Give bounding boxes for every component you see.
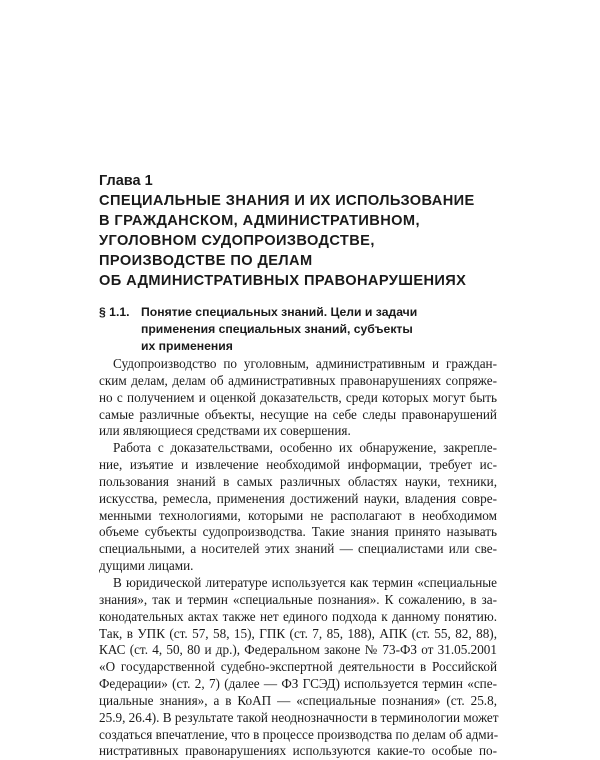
text-line: но с получением и оценкой доказательств, среди которых могут быть [99,389,497,405]
text-line: объеме субъекты судопроизводства. Такие знания принято называть [99,524,497,540]
text-line: искусства, ремесла, применения достижений науки, владения совре- [99,490,497,506]
text-line: 25.9, 26.4). В результате такой неоднозначности в терминологии может [99,709,499,725]
text-line: КАС (ст. 4, 50, 80 и др.), Федеральном законе № 73-ФЗ от 31.05.2001 [99,642,497,658]
text-line: Так, в УПК (ст. 57, 58, 15), ГПК (ст. 7, 85, 188), АПК (ст. 55, 82, 88), [99,625,497,641]
text-line: самые различные объекты, несущие на себе следы правонарушений [99,406,497,422]
text-line: нистративных правонарушениях используются какие-то особые по- [99,743,497,759]
chapter-title-line: ПРОИЗВОДСТВЕ ПО ДЕЛАМ [99,253,313,269]
text-line: или являющиеся средствами их совершения. [99,423,351,439]
chapter-title-line: СПЕЦИАЛЬНЫЕ ЗНАНИЯ И ИХ ИСПОЛЬЗОВАНИЕ [99,193,475,209]
text-line: Федерации» (ст. 2, 7) (далее — ФЗ ГСЭД) используется термин «спе- [99,676,497,692]
text-line: создаться впечатление, что в процессе производства по делам об адми- [99,726,499,742]
chapter-title-line: УГОЛОВНОМ СУДОПРОИЗВОДСТВЕ, [99,233,375,249]
text-line: ние, изъятие и извлечение необходимой информации, требует ис- [99,457,497,473]
chapter-title [99,191,519,291]
body-text [99,356,497,760]
text-line: специальными, а носителей этих знаний — специалистами или све- [99,541,497,557]
chapter-title-line: ОБ АДМИНИСТРАТИВНЫХ ПРАВОНАРУШЕНИЯХ [99,273,467,289]
section-heading [99,304,519,355]
text-line: Судопроизводство по уголовным, административным и граждан- [113,356,497,371]
text-line: «О государственной судебно-экспертной деятельности в Российской [99,659,497,675]
section-number: § 1.1. [99,305,130,319]
text-line: конодательных актах также нет единого подхода к данному понятию. [99,608,497,624]
chapter-title-line: В ГРАЖДАНСКОМ, АДМИНИСТРАТИВНОМ, [99,213,420,229]
text-line: циальные знания», а в КоАП — «специальные познания» (ст. 25.8, [99,692,497,708]
text-line: дущими лицами. [99,558,194,574]
text-line: пользования знаний в самых различных областях науки, техники, [99,473,497,489]
text-line: знания», так и термин «специальные познания». К сожалению, в за- [99,591,497,607]
section-title-line: их применения [141,339,233,353]
text-line: менными технологиями, которыми не располагают в необходимом [99,507,497,523]
section-title-line: Понятие специальных знаний. Цели и задачи [141,305,418,319]
section-title-line: применения специальных знаний, субъекты [141,322,413,336]
text-line: Работа с доказательствами, особенно их обнаружение, закрепле- [113,440,497,456]
text-line: В юридической литературе используется как термин «специальные [113,574,497,590]
chapter-label: Глава 1 [99,173,153,189]
text-line: ским делам, делам об административных правонарушениях сопряже- [99,372,497,388]
